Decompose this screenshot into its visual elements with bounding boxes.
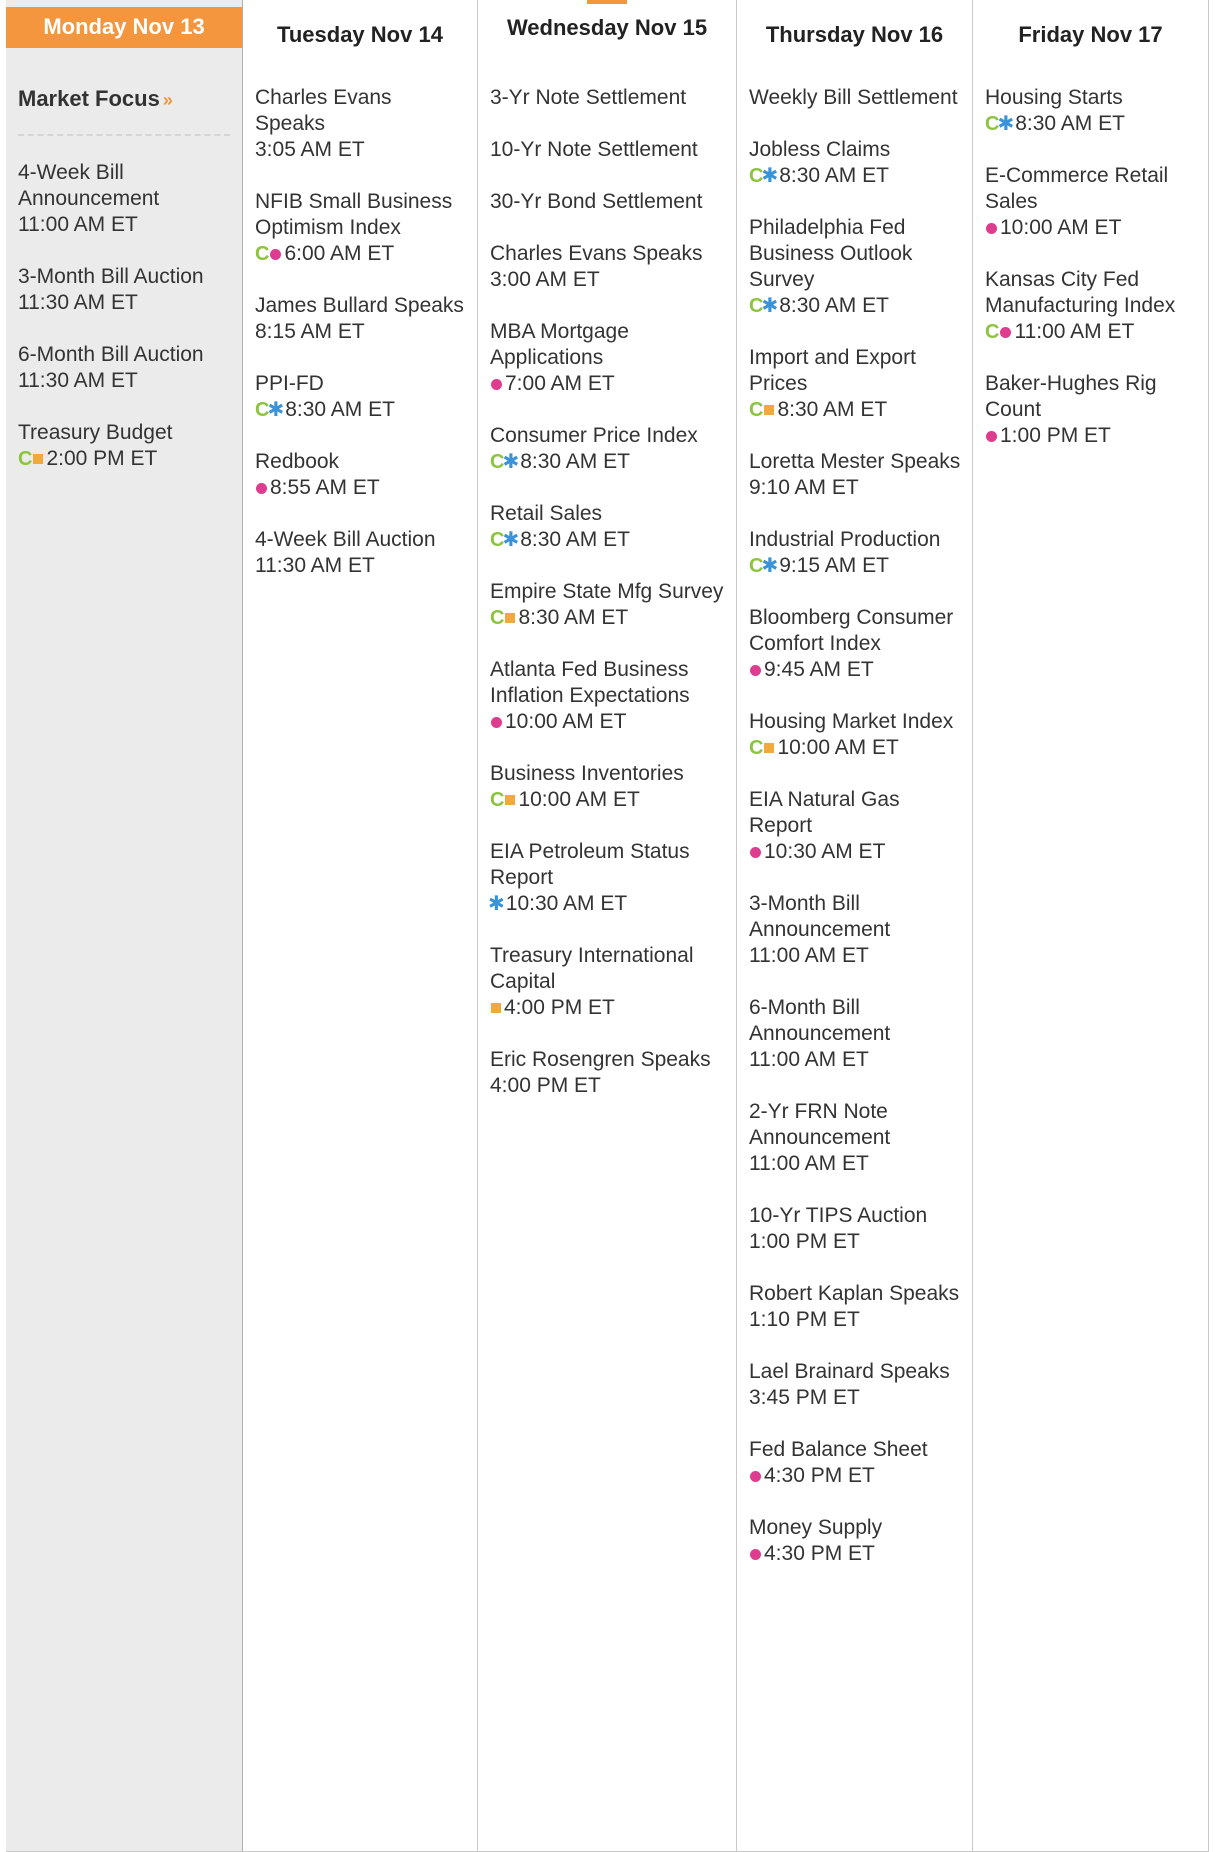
- dot-icon: [491, 379, 502, 390]
- event-time-row: [490, 787, 726, 813]
- consensus-c-icon: C: [749, 555, 764, 577]
- event-name[interactable]: Bloomberg Consumer Comfort Index: [749, 606, 954, 655]
- dot-icon: [750, 665, 761, 676]
- event-name[interactable]: E-Commerce Retail Sales: [985, 164, 1169, 213]
- event-icons: [985, 114, 1014, 134]
- event-name[interactable]: Kansas City Fed Manufacturing Index: [985, 268, 1176, 317]
- event-item[interactable]: [255, 85, 467, 163]
- event-time: 1:00 PM ET: [1000, 424, 1111, 447]
- event-time: 2:00 PM ET: [46, 447, 158, 470]
- consensus-c-icon: C: [18, 448, 33, 470]
- event-name[interactable]: Lael Brainard Speaks: [749, 1360, 950, 1383]
- event-time: 11:00 AM ET: [18, 213, 138, 236]
- event-time: 8:30 AM ET: [777, 398, 888, 421]
- event-name[interactable]: Treasury Budget: [18, 421, 173, 444]
- event-name[interactable]: 3-Month Bill Announcement: [749, 892, 891, 941]
- event-time-row: [255, 397, 467, 423]
- event-item[interactable]: [490, 1047, 726, 1099]
- dot-icon: [491, 717, 502, 728]
- event-time: 3:00 AM ET: [490, 268, 600, 291]
- event-time-row: [749, 475, 962, 501]
- event-name[interactable]: 3-Month Bill Auction: [18, 265, 204, 288]
- day-column-monday: [6, 0, 243, 1852]
- event-time-row: [490, 527, 726, 553]
- event-time-row: [749, 735, 962, 761]
- event-time: 9:15 AM ET: [779, 554, 889, 577]
- event-item[interactable]: [749, 787, 962, 865]
- event-time: 11:30 AM ET: [18, 291, 138, 314]
- event-time: 8:30 AM ET: [285, 398, 395, 421]
- event-name[interactable]: Charles Evans Speaks: [255, 86, 392, 135]
- event-time-row: [749, 839, 962, 865]
- event-name[interactable]: 10-Yr TIPS Auction: [749, 1204, 928, 1227]
- event-time-row: [749, 1229, 962, 1255]
- divider: [18, 134, 230, 136]
- event-name[interactable]: Jobless Claims: [749, 138, 891, 161]
- day-header-thursday[interactable]: Thursday Nov 16: [765, 22, 944, 47]
- dot-icon: [1000, 327, 1011, 338]
- event-name[interactable]: Money Supply: [749, 1516, 883, 1539]
- event-name[interactable]: Industrial Production: [749, 528, 941, 551]
- event-item[interactable]: [255, 371, 467, 423]
- star-icon: ✱: [761, 555, 779, 577]
- event-time: 8:30 AM ET: [520, 450, 630, 473]
- event-time-row: [749, 943, 962, 969]
- event-name[interactable]: James Bullard Speaks: [255, 294, 464, 317]
- event-list: [6, 160, 242, 472]
- event-name[interactable]: Baker-Hughes Rig Count: [985, 372, 1157, 421]
- event-time-row: [490, 709, 726, 735]
- event-time: 6:00 AM ET: [284, 242, 395, 265]
- event-item[interactable]: [18, 420, 232, 472]
- event-name[interactable]: 30-Yr Bond Settlement: [490, 190, 703, 213]
- event-icons: [749, 1471, 763, 1482]
- day-header-tuesday[interactable]: Tuesday Nov 14: [277, 22, 443, 47]
- event-time-row: [749, 657, 962, 683]
- event-time: 10:00 AM ET: [777, 736, 899, 759]
- event-icons: [749, 847, 763, 858]
- event-item[interactable]: [490, 943, 726, 1021]
- day-header-friday[interactable]: Friday Nov 17: [1018, 22, 1163, 47]
- market-focus-link[interactable]: [6, 48, 242, 112]
- event-item[interactable]: [985, 371, 1198, 449]
- event-icons: [490, 452, 519, 472]
- dot-icon: [986, 431, 997, 442]
- event-time: 11:00 AM ET: [1014, 320, 1135, 343]
- consensus-c-icon: C: [490, 451, 505, 473]
- event-name[interactable]: Atlanta Fed Business Inflation Expectations: [490, 658, 690, 707]
- event-name[interactable]: Robert Kaplan Speaks: [749, 1282, 960, 1305]
- event-time: 8:55 AM ET: [270, 476, 380, 499]
- day-column-tuesday: [243, 0, 478, 1852]
- event-name[interactable]: Consumer Price Index: [490, 424, 698, 447]
- event-icons: [490, 790, 517, 810]
- event-list: [737, 48, 972, 1567]
- square-icon: [764, 405, 774, 415]
- event-list: [478, 48, 736, 1099]
- event-time: 8:30 AM ET: [518, 606, 629, 629]
- event-icons: [749, 400, 776, 420]
- star-icon: ✱: [502, 529, 520, 551]
- event-name[interactable]: Philadelphia Fed Business Outlook Survey: [749, 216, 913, 291]
- event-name[interactable]: 4-Week Bill Announcement: [18, 161, 160, 210]
- consensus-c-icon: C: [749, 165, 764, 187]
- star-icon: ✱: [761, 165, 779, 187]
- event-time: 1:10 PM ET: [749, 1308, 860, 1331]
- event-time-row: [490, 891, 726, 917]
- event-item[interactable]: [490, 189, 726, 215]
- event-time-row: [490, 267, 726, 293]
- event-icons: [255, 483, 269, 494]
- event-time-row: [749, 1151, 962, 1177]
- event-item[interactable]: [749, 527, 962, 579]
- event-list: [973, 48, 1208, 449]
- event-item[interactable]: [18, 160, 232, 238]
- event-time-row: [490, 605, 726, 631]
- event-time-row: [985, 215, 1198, 241]
- consensus-c-icon: C: [490, 529, 505, 551]
- event-item[interactable]: [255, 293, 467, 345]
- event-name[interactable]: Business Inventories: [490, 762, 684, 785]
- event-time: 9:10 AM ET: [749, 476, 859, 499]
- event-time-row: [749, 1307, 962, 1333]
- event-item[interactable]: [255, 449, 467, 501]
- event-name[interactable]: Import and Export Prices: [749, 346, 916, 395]
- event-item[interactable]: [490, 423, 726, 475]
- event-time-row: [749, 1047, 962, 1073]
- day-column-wednesday: [478, 0, 737, 1852]
- event-item[interactable]: [490, 137, 726, 163]
- event-icons: [490, 379, 504, 390]
- dot-icon: [256, 483, 267, 494]
- event-name[interactable]: EIA Natural Gas Report: [749, 788, 900, 837]
- event-time-row: [490, 371, 726, 397]
- event-icons: [490, 1003, 503, 1013]
- event-item[interactable]: [749, 1359, 962, 1411]
- event-time: 11:00 AM ET: [749, 1152, 869, 1175]
- event-item[interactable]: [490, 319, 726, 397]
- event-item[interactable]: [749, 891, 962, 969]
- consensus-c-icon: C: [985, 321, 1000, 343]
- event-time: 11:30 AM ET: [255, 554, 375, 577]
- event-item[interactable]: [749, 709, 962, 761]
- event-item[interactable]: [749, 605, 962, 683]
- consensus-c-icon: C: [985, 113, 1000, 135]
- event-time: 10:00 AM ET: [1000, 216, 1122, 239]
- event-icons: [749, 556, 778, 576]
- event-time: 4:30 PM ET: [764, 1464, 875, 1487]
- event-name[interactable]: Charles Evans Speaks: [490, 242, 703, 265]
- economic-calendar: [6, 0, 1210, 1852]
- event-time-row: [255, 553, 467, 579]
- event-time-row: [18, 368, 232, 394]
- square-icon: [505, 795, 515, 805]
- event-icons: [985, 322, 1013, 342]
- event-time-row: [749, 293, 962, 319]
- event-time-row: [749, 1541, 962, 1567]
- event-time-row: [985, 111, 1198, 137]
- event-time: 4:30 PM ET: [764, 1542, 875, 1565]
- event-time: 8:30 AM ET: [779, 164, 889, 187]
- day-header-label: Wednesday Nov 15: [506, 15, 708, 40]
- event-time: 3:45 PM ET: [749, 1386, 860, 1409]
- event-icons: [985, 431, 999, 442]
- event-name[interactable]: 6-Month Bill Announcement: [749, 996, 891, 1045]
- event-time-row: [255, 475, 467, 501]
- event-item[interactable]: [985, 163, 1198, 241]
- event-name[interactable]: Redbook: [255, 450, 340, 473]
- square-icon: [491, 1003, 501, 1013]
- star-icon: ✱: [761, 295, 779, 317]
- event-item[interactable]: [490, 839, 726, 917]
- event-icons: [255, 244, 283, 264]
- consensus-c-icon: C: [490, 789, 505, 811]
- consensus-c-icon: C: [255, 243, 270, 265]
- event-item[interactable]: [749, 85, 962, 111]
- event-item[interactable]: [749, 1437, 962, 1489]
- event-name[interactable]: Retail Sales: [490, 502, 603, 525]
- event-item[interactable]: [749, 137, 962, 189]
- day-column-friday: [973, 0, 1209, 1852]
- event-name[interactable]: Treasury International Capital: [490, 944, 694, 993]
- event-time: 11:00 AM ET: [749, 944, 869, 967]
- event-item[interactable]: [749, 1203, 962, 1255]
- consensus-c-icon: C: [490, 607, 505, 629]
- event-name[interactable]: EIA Petroleum Status Report: [490, 840, 690, 889]
- event-item[interactable]: [749, 215, 962, 319]
- event-time-row: [985, 319, 1198, 345]
- event-name[interactable]: 3-Yr Note Settlement: [490, 86, 687, 109]
- event-name[interactable]: MBA Mortgage Applications: [490, 320, 629, 369]
- event-item[interactable]: [749, 449, 962, 501]
- event-item[interactable]: [749, 1281, 962, 1333]
- event-time-row: [749, 1463, 962, 1489]
- event-time: 10:30 AM ET: [505, 892, 628, 915]
- event-time: 10:30 AM ET: [764, 840, 886, 863]
- event-time-row: [749, 163, 962, 189]
- event-item[interactable]: [18, 264, 232, 316]
- event-time-row: [255, 319, 467, 345]
- event-item[interactable]: [749, 345, 962, 423]
- event-item[interactable]: [749, 1099, 962, 1177]
- market-focus-label: Market Focus: [18, 86, 160, 111]
- consensus-c-icon: C: [749, 295, 764, 317]
- event-name[interactable]: 2-Yr FRN Note Announcement: [749, 1100, 891, 1149]
- event-icons: [749, 166, 778, 186]
- event-time-row: [18, 446, 232, 472]
- event-name[interactable]: Weekly Bill Settlement: [749, 86, 958, 109]
- dot-icon: [750, 847, 761, 858]
- double-chevron-right-icon: »: [162, 90, 173, 110]
- event-time: 9:45 AM ET: [764, 658, 874, 681]
- event-icons: [18, 449, 45, 469]
- event-name[interactable]: PPI-FD: [255, 372, 324, 395]
- star-icon: ✱: [997, 113, 1015, 135]
- square-icon: [33, 454, 43, 464]
- event-item[interactable]: [490, 501, 726, 553]
- square-icon: [505, 613, 515, 623]
- square-icon: [764, 743, 774, 753]
- event-icons: [255, 400, 284, 420]
- event-list: [243, 48, 477, 579]
- event-time: 7:00 AM ET: [505, 372, 615, 395]
- event-name[interactable]: Housing Market Index: [749, 710, 954, 733]
- event-time: 10:00 AM ET: [518, 788, 640, 811]
- event-item[interactable]: [985, 85, 1198, 137]
- day-header-wednesday[interactable]: [478, 0, 736, 48]
- event-icons: [749, 738, 776, 758]
- event-time: 4:00 PM ET: [490, 1074, 601, 1097]
- dot-icon: [750, 1471, 761, 1482]
- event-name[interactable]: Loretta Mester Speaks: [749, 450, 961, 473]
- event-item[interactable]: [490, 241, 726, 293]
- dot-icon: [270, 249, 281, 260]
- event-icons: [749, 665, 763, 676]
- event-time: 11:00 AM ET: [749, 1048, 869, 1071]
- event-item[interactable]: [749, 995, 962, 1073]
- event-time-row: [255, 137, 467, 163]
- event-name[interactable]: 6-Month Bill Auction: [18, 343, 204, 366]
- event-icons: [490, 717, 504, 728]
- event-name[interactable]: Eric Rosengren Speaks: [490, 1048, 711, 1071]
- star-icon: ✱: [488, 893, 505, 915]
- event-name[interactable]: Housing Starts: [985, 86, 1123, 109]
- star-icon: ✱: [267, 399, 285, 421]
- dot-icon: [750, 1549, 761, 1560]
- dot-icon: [986, 223, 997, 234]
- event-time-row: [18, 212, 232, 238]
- event-icons: [985, 223, 999, 234]
- event-item[interactable]: [490, 657, 726, 735]
- event-time: 1:00 PM ET: [749, 1230, 860, 1253]
- event-item[interactable]: [985, 267, 1198, 345]
- event-icons: [490, 894, 505, 914]
- event-time-row: [749, 553, 962, 579]
- event-time: 4:00 PM ET: [504, 996, 615, 1019]
- consensus-c-icon: C: [749, 737, 764, 759]
- star-icon: ✱: [502, 451, 520, 473]
- event-item[interactable]: [749, 1515, 962, 1567]
- consensus-c-icon: C: [255, 399, 270, 421]
- event-time-row: [490, 449, 726, 475]
- event-name[interactable]: 10-Yr Note Settlement: [490, 138, 698, 161]
- event-time-row: [490, 1073, 726, 1099]
- event-icons: [490, 608, 517, 628]
- event-time: 10:00 AM ET: [505, 710, 627, 733]
- event-time-row: [18, 290, 232, 316]
- event-item[interactable]: [490, 579, 726, 631]
- event-name[interactable]: 4-Week Bill Auction: [255, 528, 436, 551]
- event-time: 8:30 AM ET: [779, 294, 889, 317]
- event-item[interactable]: [255, 527, 467, 579]
- event-time: 8:15 AM ET: [255, 320, 365, 343]
- event-name[interactable]: Empire State Mfg Survey: [490, 580, 724, 603]
- event-time-row: [255, 241, 467, 267]
- event-item[interactable]: [255, 189, 467, 267]
- event-time: 11:30 AM ET: [18, 369, 138, 392]
- consensus-c-icon: C: [749, 399, 764, 421]
- event-icons: [749, 1549, 763, 1560]
- event-name[interactable]: Fed Balance Sheet: [749, 1438, 928, 1461]
- event-time-row: [749, 1385, 962, 1411]
- event-name[interactable]: NFIB Small Business Optimism Index: [255, 190, 453, 239]
- event-icons: [749, 296, 778, 316]
- event-item[interactable]: [490, 761, 726, 813]
- event-time: 8:30 AM ET: [1015, 112, 1125, 135]
- event-icons: [490, 530, 519, 550]
- day-column-thursday: [737, 0, 973, 1852]
- event-time-row: [749, 397, 962, 423]
- day-header-monday[interactable]: Monday Nov 13: [6, 0, 242, 48]
- event-item[interactable]: [18, 342, 232, 394]
- event-time-row: [490, 995, 726, 1021]
- event-time: 8:30 AM ET: [520, 528, 630, 551]
- event-item[interactable]: [490, 85, 726, 111]
- event-time: 3:05 AM ET: [255, 138, 365, 161]
- event-time-row: [985, 423, 1198, 449]
